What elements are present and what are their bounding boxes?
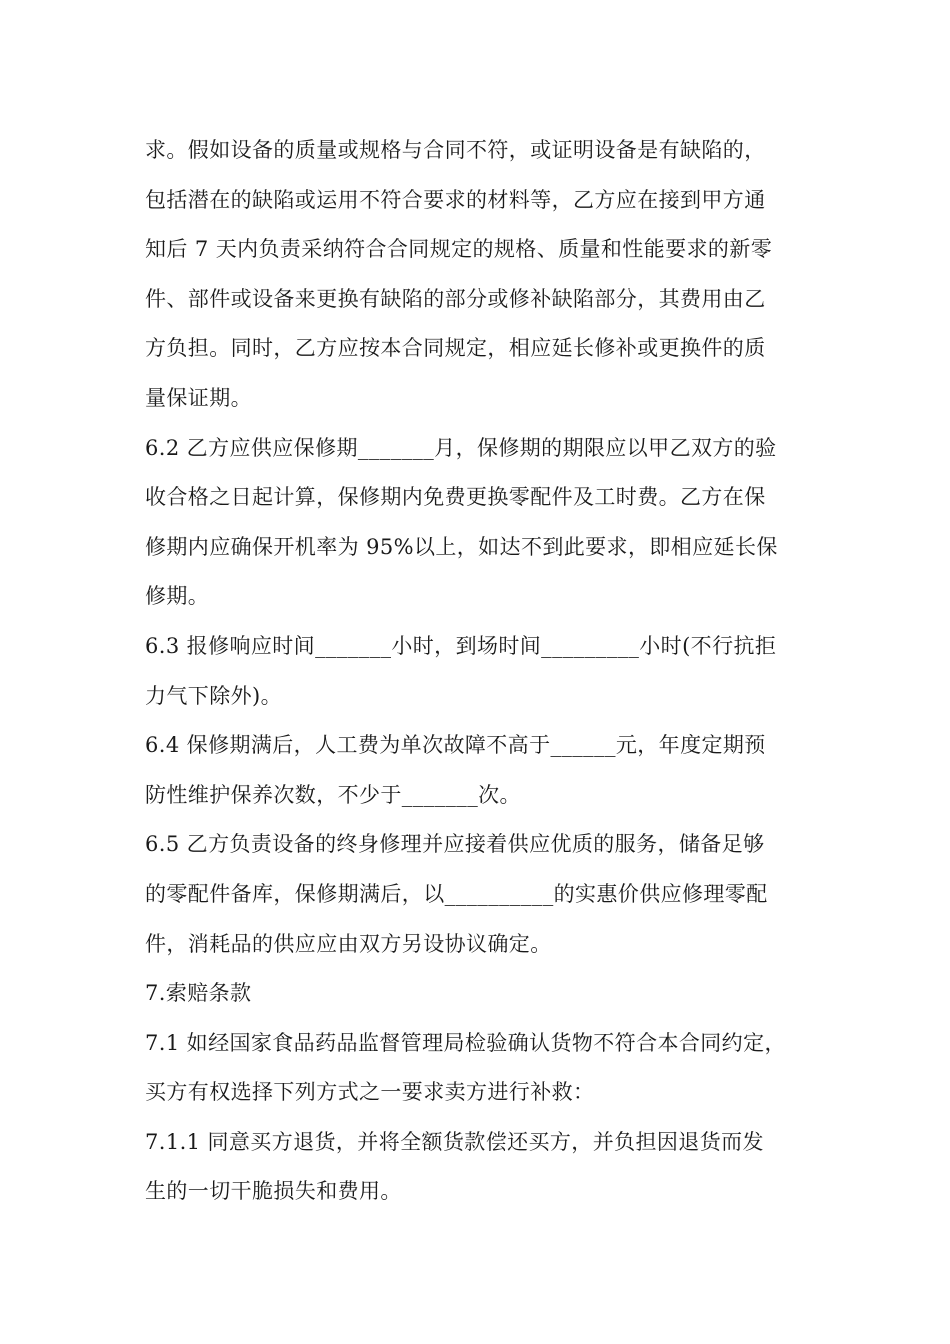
section-heading-7: 7.索赔条款 xyxy=(145,981,252,1006)
clause-6-2: 6.2 乙方应供应保修期_______月，保修期的期限应以甲乙双方的验 xyxy=(145,435,777,460)
text-line: 知后 7 天内负责采纳符合合同规定的规格、质量和性能要求的新零 xyxy=(145,237,773,262)
text-line: 买方有权选择下列方式之一要求卖方进行补救： xyxy=(145,1080,595,1105)
text-line: 防性维护保养次数，不少于_______次。 xyxy=(145,782,521,807)
text-line: 件，消耗品的供应应由双方另设协议确定。 xyxy=(145,931,552,956)
document-body xyxy=(145,126,825,1217)
text-line: 件、部件或设备来更换有缺陷的部分或修补缺陷部分，其费用由乙 xyxy=(145,286,766,311)
clause-6-3: 6.3 报修响应时间_______小时，到场时间_________小时(不行抗拒 xyxy=(145,633,777,658)
text-line: 力气下除外)。 xyxy=(145,683,282,708)
text-line: 生的一切干脆损失和费用。 xyxy=(145,1179,402,1204)
text-line: 修期内应确保开机率为 95%以上，如达不到此要求，即相应延长保 xyxy=(145,534,778,559)
text-line: 收合格之日起计算，保修期内免费更换零配件及工时费。乙方在保 xyxy=(145,485,766,510)
clause-6-5: 6.5 乙方负责设备的终身修理并应接着供应优质的服务，储备足够 xyxy=(145,832,765,857)
text-line: 修期。 xyxy=(145,584,210,609)
text-line: 求。假如设备的质量或规格与合同不符，或证明设备是有缺陷的， xyxy=(145,138,766,162)
clause-7-1: 7.1 如经国家食品药品监督管理局检验确认货物不符合本合同约定， xyxy=(145,1030,786,1055)
text-line: 方负担。同时，乙方应按本合同规定，相应延长修补或更换件的质 xyxy=(145,336,766,361)
clause-7-1-1: 7.1.1 同意买方退货，并将全额货款偿还买方，并负担因退货而发 xyxy=(145,1129,764,1154)
text-line: 包括潜在的缺陷或运用不符合要求的材料等，乙方应在接到甲方通 xyxy=(145,187,766,212)
clause-6-4: 6.4 保修期满后，人工费为单次故障不高于______元，年度定期预 xyxy=(145,733,766,758)
text-line: 量保证期。 xyxy=(145,385,252,410)
text-line: 的零配件备库，保修期满后，以__________的实惠价供应修理零配 xyxy=(145,881,768,906)
